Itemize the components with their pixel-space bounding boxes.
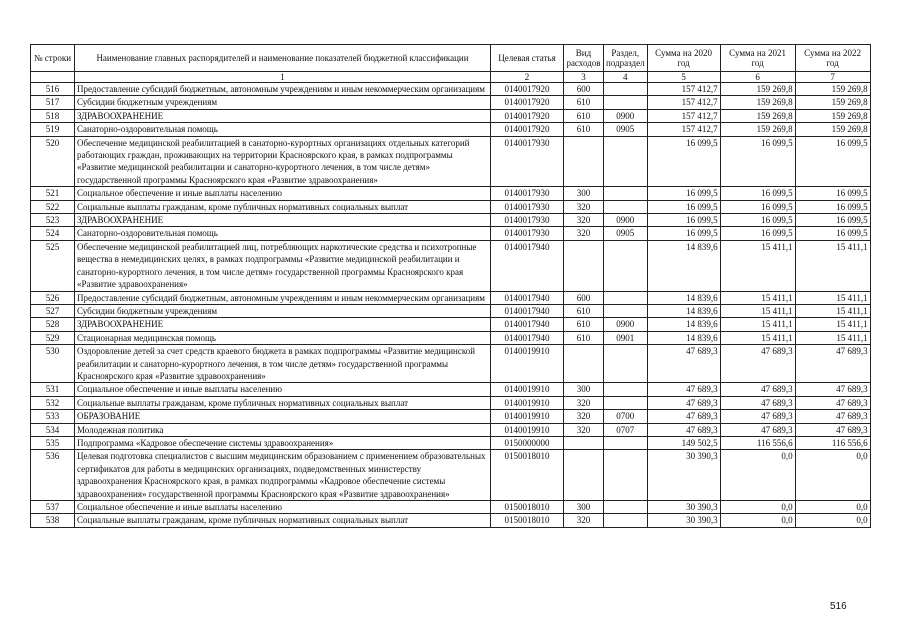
row-number-cell: 533 (31, 410, 75, 423)
column-number: 6 (720, 72, 795, 83)
row-number-cell: 516 (31, 83, 75, 96)
row-name-cell: Субсидии бюджетным учреждениям (75, 304, 491, 317)
header-row (31, 45, 871, 72)
row-section-cell (604, 96, 648, 109)
row-expense-type-cell: 300 (564, 383, 604, 396)
row-name-cell: Обеспечение медицинской реабилитацией лиц, потребляющих наркотические средства и психотропные вещества в немедицинских целях, в рамках подпрограммы «Развитие медицинской реабилитации и санаторно-курортного лечения, в том числе детям» государственной программы Красноярского края «Развитие здравоохранения» (75, 240, 491, 291)
row-target-cell: 0140017930 (491, 187, 564, 200)
row-target-cell: 0150018010 (491, 450, 564, 501)
column-number: 1 (75, 72, 491, 83)
row-expense-type-cell: 320 (564, 200, 604, 213)
column-number: 2 (491, 72, 564, 83)
row-section-cell: 0700 (604, 410, 648, 423)
row-section-cell (604, 450, 648, 501)
table-row (31, 96, 871, 109)
row-section-cell (604, 200, 648, 213)
row-section-cell (604, 136, 648, 187)
row-expense-type-cell: 300 (564, 501, 604, 514)
table-row (31, 331, 871, 344)
row-sum-2022-cell: 0,0 (795, 514, 870, 527)
row-sum-2022-cell: 47 689,3 (795, 345, 870, 383)
row-name-cell: Субсидии бюджетным учреждениям (75, 96, 491, 109)
row-number-cell: 531 (31, 383, 75, 396)
table-row (31, 187, 871, 200)
table-row (31, 240, 871, 291)
row-number-cell: 524 (31, 227, 75, 240)
column-number-row (31, 72, 871, 83)
row-target-cell: 0140017920 (491, 96, 564, 109)
row-name-cell: Подпрограмма «Кадровое обеспечение системы здравоохранения» (75, 436, 491, 449)
column-number: 4 (604, 72, 648, 83)
row-expense-type-cell: 320 (564, 410, 604, 423)
row-sum-2022-cell: 15 411,1 (795, 304, 870, 317)
row-name-cell: Обеспечение медицинской реабилитацией в санаторно-курортных организациях отдельных категорий работающих граждан, проживающих на территории Красноярского края, в рамках подпрограммы «Развитие медицинской реабилитации и санаторно-курортного лечения, в том числе детям» государственной программы Красноярского края «Развитие здравоохранения» (75, 136, 491, 187)
table-row (31, 304, 871, 317)
row-name-cell: Предоставление субсидий бюджетным, автономным учреждениям и иным некоммерческим организациям (75, 291, 491, 304)
row-name-cell: Санаторно-оздоровительная помощь (75, 227, 491, 240)
table-row (31, 136, 871, 187)
row-section-cell (604, 383, 648, 396)
row-sum-2021-cell: 159 269,8 (720, 123, 795, 136)
table-row (31, 450, 871, 501)
row-sum-2020-cell: 30 390,3 (647, 450, 720, 501)
row-target-cell: 0140017920 (491, 83, 564, 96)
row-name-cell: Молодежная политика (75, 423, 491, 436)
row-sum-2022-cell: 159 269,8 (795, 96, 870, 109)
row-sum-2020-cell: 47 689,3 (647, 383, 720, 396)
row-name-cell: Социальное обеспечение и иные выплаты населению (75, 501, 491, 514)
table-row (31, 396, 871, 409)
row-sum-2020-cell: 16 099,5 (647, 227, 720, 240)
table-row (31, 291, 871, 304)
row-name-cell: Социальные выплаты гражданам, кроме публичных нормативных социальных выплат (75, 396, 491, 409)
row-number-cell: 526 (31, 291, 75, 304)
row-number-cell: 518 (31, 109, 75, 122)
row-sum-2021-cell: 15 411,1 (720, 318, 795, 331)
budget-table (30, 44, 871, 528)
budget-table-sheet (30, 44, 871, 528)
header-section: Раздел, подраздел (604, 45, 648, 72)
row-sum-2021-cell: 159 269,8 (720, 96, 795, 109)
row-target-cell: 0140017940 (491, 304, 564, 317)
row-target-cell: 0140019910 (491, 383, 564, 396)
table-row (31, 123, 871, 136)
row-sum-2020-cell: 149 502,5 (647, 436, 720, 449)
row-sum-2021-cell: 116 556,6 (720, 436, 795, 449)
row-section-cell (604, 240, 648, 291)
row-expense-type-cell (564, 240, 604, 291)
row-target-cell: 0140017930 (491, 136, 564, 187)
row-name-cell: Социальные выплаты гражданам, кроме публичных нормативных социальных выплат (75, 200, 491, 213)
row-section-cell (604, 304, 648, 317)
table-row (31, 423, 871, 436)
row-target-cell: 0150018010 (491, 514, 564, 527)
row-sum-2020-cell: 157 412,7 (647, 96, 720, 109)
header-expense-type: Вид расходов (564, 45, 604, 72)
row-sum-2021-cell: 0,0 (720, 514, 795, 527)
row-sum-2022-cell: 16 099,5 (795, 187, 870, 200)
row-section-cell: 0905 (604, 123, 648, 136)
row-sum-2022-cell: 47 689,3 (795, 423, 870, 436)
row-sum-2020-cell: 47 689,3 (647, 396, 720, 409)
row-number-cell: 538 (31, 514, 75, 527)
header-target: Целевая статья (491, 45, 564, 72)
row-expense-type-cell (564, 345, 604, 383)
row-sum-2021-cell: 16 099,5 (720, 136, 795, 187)
row-expense-type-cell: 320 (564, 214, 604, 227)
row-expense-type-cell: 320 (564, 423, 604, 436)
row-sum-2021-cell: 47 689,3 (720, 423, 795, 436)
row-section-cell (604, 501, 648, 514)
row-section-cell: 0901 (604, 331, 648, 344)
row-target-cell: 0140017920 (491, 123, 564, 136)
row-number-cell: 520 (31, 136, 75, 187)
row-number-cell: 523 (31, 214, 75, 227)
row-sum-2021-cell: 16 099,5 (720, 187, 795, 200)
row-number-cell: 532 (31, 396, 75, 409)
row-sum-2022-cell: 16 099,5 (795, 200, 870, 213)
row-number-cell: 534 (31, 423, 75, 436)
row-sum-2022-cell: 159 269,8 (795, 109, 870, 122)
row-expense-type-cell: 600 (564, 83, 604, 96)
row-name-cell: Оздоровление детей за счет средств краевого бюджета в рамках подпрограммы «Развитие медицинской реабилитации и санаторно-курортного лечения, в том числе детям» государственной программы Красноярского края «Развитие здравоохранения» (75, 345, 491, 383)
row-sum-2021-cell: 15 411,1 (720, 304, 795, 317)
table-row (31, 410, 871, 423)
row-sum-2022-cell: 47 689,3 (795, 396, 870, 409)
row-sum-2021-cell: 47 689,3 (720, 345, 795, 383)
row-name-cell: ЗДРАВООХРАНЕНИЕ (75, 109, 491, 122)
row-section-cell (604, 291, 648, 304)
row-number-cell: 529 (31, 331, 75, 344)
row-section-cell: 0900 (604, 318, 648, 331)
row-target-cell: 0150018010 (491, 501, 564, 514)
table-row (31, 227, 871, 240)
column-number: 3 (564, 72, 604, 83)
row-expense-type-cell (564, 450, 604, 501)
row-sum-2022-cell: 16 099,5 (795, 136, 870, 187)
row-name-cell: Социальные выплаты гражданам, кроме публичных нормативных социальных выплат (75, 514, 491, 527)
row-sum-2022-cell: 15 411,1 (795, 291, 870, 304)
row-sum-2022-cell: 15 411,1 (795, 318, 870, 331)
table-row (31, 83, 871, 96)
row-sum-2020-cell: 14 839,6 (647, 331, 720, 344)
row-section-cell (604, 436, 648, 449)
row-name-cell: Социальное обеспечение и иные выплаты населению (75, 383, 491, 396)
row-sum-2021-cell: 16 099,5 (720, 227, 795, 240)
row-sum-2020-cell: 157 412,7 (647, 109, 720, 122)
row-number-cell: 517 (31, 96, 75, 109)
row-sum-2020-cell: 30 390,3 (647, 514, 720, 527)
row-sum-2020-cell: 30 390,3 (647, 501, 720, 514)
row-number-cell: 535 (31, 436, 75, 449)
row-sum-2020-cell: 14 839,6 (647, 291, 720, 304)
row-name-cell: Стационарная медицинская помощь (75, 331, 491, 344)
row-sum-2021-cell: 47 689,3 (720, 410, 795, 423)
row-section-cell (604, 83, 648, 96)
row-name-cell: ЗДРАВООХРАНЕНИЕ (75, 318, 491, 331)
row-expense-type-cell: 320 (564, 396, 604, 409)
row-number-cell: 521 (31, 187, 75, 200)
row-section-cell: 0707 (604, 423, 648, 436)
row-sum-2021-cell: 15 411,1 (720, 291, 795, 304)
row-sum-2021-cell: 159 269,8 (720, 109, 795, 122)
header-sum-2021: Сумма на 2021 год (720, 45, 795, 72)
row-section-cell (604, 514, 648, 527)
row-expense-type-cell (564, 436, 604, 449)
row-sum-2021-cell: 47 689,3 (720, 396, 795, 409)
header-name: Наименование главных распорядителей и наименование показателей бюджетной классификации (75, 45, 491, 72)
row-section-cell: 0905 (604, 227, 648, 240)
row-number-cell: 530 (31, 345, 75, 383)
row-target-cell: 0150000000 (491, 436, 564, 449)
row-name-cell: Предоставление субсидий бюджетным, автономным учреждениям и иным некоммерческим организациям (75, 83, 491, 96)
row-sum-2020-cell: 16 099,5 (647, 214, 720, 227)
column-number: 5 (647, 72, 720, 83)
row-section-cell (604, 396, 648, 409)
row-target-cell: 0140019910 (491, 396, 564, 409)
row-sum-2022-cell: 47 689,3 (795, 383, 870, 396)
table-body (31, 83, 871, 528)
row-expense-type-cell: 300 (564, 187, 604, 200)
row-sum-2021-cell: 15 411,1 (720, 240, 795, 291)
header-row-no: № строки (31, 45, 75, 72)
row-number-cell: 525 (31, 240, 75, 291)
row-section-cell (604, 345, 648, 383)
row-name-cell: ЗДРАВООХРАНЕНИЕ (75, 214, 491, 227)
row-sum-2021-cell: 159 269,8 (720, 83, 795, 96)
row-target-cell: 0140017930 (491, 214, 564, 227)
row-number-cell: 528 (31, 318, 75, 331)
row-sum-2021-cell: 0,0 (720, 501, 795, 514)
row-number-cell: 536 (31, 450, 75, 501)
table-row (31, 214, 871, 227)
header-sum-2022: Сумма на 2022 год (795, 45, 870, 72)
table-row (31, 109, 871, 122)
row-sum-2022-cell: 15 411,1 (795, 240, 870, 291)
row-sum-2020-cell: 157 412,7 (647, 123, 720, 136)
row-expense-type-cell (564, 136, 604, 187)
row-expense-type-cell: 610 (564, 109, 604, 122)
row-sum-2022-cell: 15 411,1 (795, 331, 870, 344)
table-row (31, 514, 871, 527)
row-expense-type-cell: 600 (564, 291, 604, 304)
row-section-cell: 0900 (604, 109, 648, 122)
row-sum-2022-cell: 47 689,3 (795, 410, 870, 423)
row-sum-2020-cell: 14 839,6 (647, 240, 720, 291)
column-number: 7 (795, 72, 870, 83)
row-section-cell (604, 187, 648, 200)
row-name-cell: ОБРАЗОВАНИЕ (75, 410, 491, 423)
row-name-cell: Санаторно-оздоровительная помощь (75, 123, 491, 136)
row-sum-2022-cell: 0,0 (795, 450, 870, 501)
row-target-cell: 0140019910 (491, 410, 564, 423)
row-target-cell: 0140017930 (491, 227, 564, 240)
row-sum-2020-cell: 47 689,3 (647, 423, 720, 436)
row-sum-2020-cell: 157 412,7 (647, 83, 720, 96)
row-expense-type-cell: 610 (564, 331, 604, 344)
row-number-cell: 522 (31, 200, 75, 213)
row-sum-2022-cell: 16 099,5 (795, 227, 870, 240)
row-target-cell: 0140017940 (491, 318, 564, 331)
row-sum-2021-cell: 47 689,3 (720, 383, 795, 396)
row-sum-2021-cell: 16 099,5 (720, 200, 795, 213)
row-section-cell: 0900 (604, 214, 648, 227)
row-expense-type-cell: 610 (564, 96, 604, 109)
row-name-cell: Целевая подготовка специалистов с высшим медицинским образованием с применением образовательных сертификатов для работы в медицинских организациях, подведомственных министерству здравоохранения Красноярского края, в рамках подпрограммы «Кадровое обеспечение системы здравоохранения» государственной программы Красноярского края «Развитие здравоохранения» (75, 450, 491, 501)
table-row (31, 200, 871, 213)
row-sum-2021-cell: 0,0 (720, 450, 795, 501)
row-sum-2020-cell: 14 839,6 (647, 304, 720, 317)
row-target-cell: 0140019910 (491, 423, 564, 436)
row-number-cell: 519 (31, 123, 75, 136)
row-sum-2022-cell: 116 556,6 (795, 436, 870, 449)
table-row (31, 383, 871, 396)
table-row (31, 345, 871, 383)
row-sum-2020-cell: 14 839,6 (647, 318, 720, 331)
table-row (31, 501, 871, 514)
row-expense-type-cell: 320 (564, 227, 604, 240)
row-sum-2022-cell: 0,0 (795, 501, 870, 514)
row-number-cell: 527 (31, 304, 75, 317)
row-sum-2022-cell: 159 269,8 (795, 123, 870, 136)
header-sum-2020: Сумма на 2020 год (647, 45, 720, 72)
table-row (31, 436, 871, 449)
row-sum-2020-cell: 47 689,3 (647, 410, 720, 423)
row-expense-type-cell: 320 (564, 514, 604, 527)
row-sum-2021-cell: 16 099,5 (720, 214, 795, 227)
row-target-cell: 0140019910 (491, 345, 564, 383)
row-expense-type-cell: 610 (564, 304, 604, 317)
row-name-cell: Социальное обеспечение и иные выплаты населению (75, 187, 491, 200)
row-target-cell: 0140017940 (491, 240, 564, 291)
row-number-cell: 537 (31, 501, 75, 514)
row-target-cell: 0140017940 (491, 291, 564, 304)
row-target-cell: 0140017940 (491, 331, 564, 344)
page-number: 516 (830, 601, 847, 612)
row-sum-2021-cell: 15 411,1 (720, 331, 795, 344)
row-sum-2020-cell: 16 099,5 (647, 187, 720, 200)
row-sum-2022-cell: 16 099,5 (795, 214, 870, 227)
row-expense-type-cell: 610 (564, 123, 604, 136)
column-number (31, 72, 75, 83)
row-target-cell: 0140017920 (491, 109, 564, 122)
row-sum-2020-cell: 16 099,5 (647, 200, 720, 213)
row-sum-2020-cell: 16 099,5 (647, 136, 720, 187)
row-sum-2020-cell: 47 689,3 (647, 345, 720, 383)
table-row (31, 318, 871, 331)
row-expense-type-cell: 610 (564, 318, 604, 331)
row-sum-2022-cell: 159 269,8 (795, 83, 870, 96)
row-target-cell: 0140017930 (491, 200, 564, 213)
